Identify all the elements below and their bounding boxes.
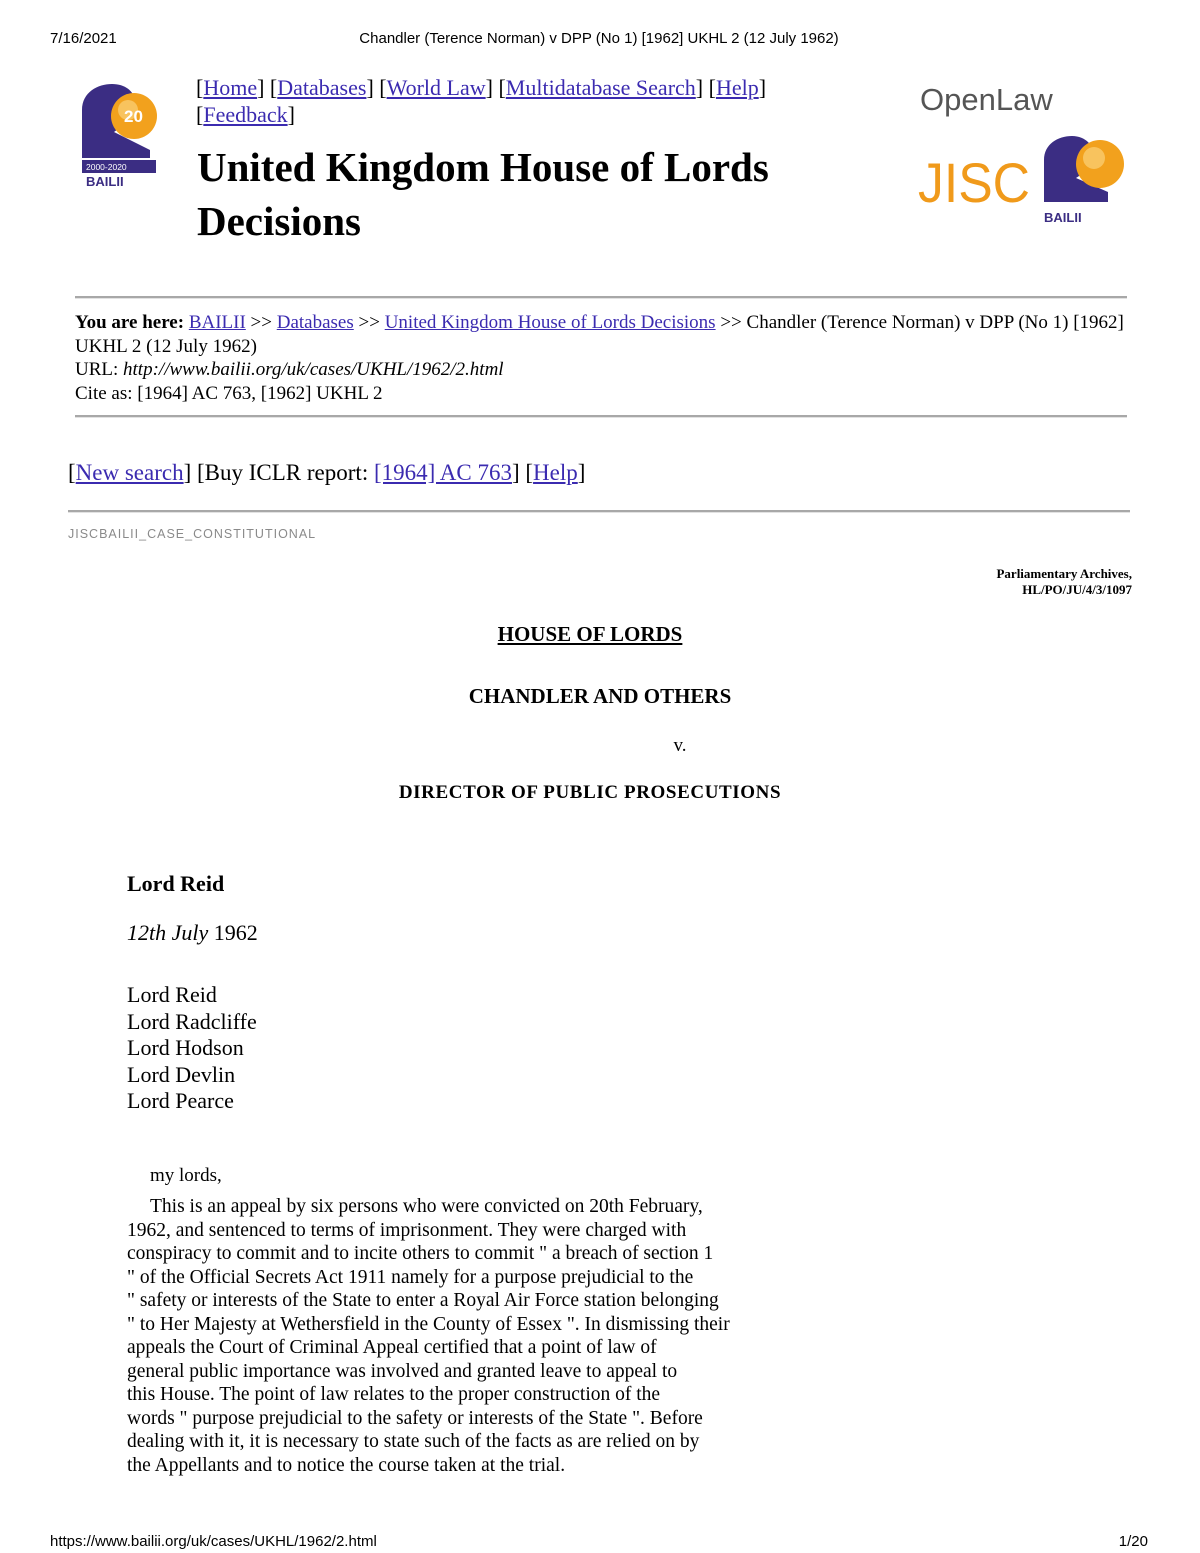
url-label: URL: (75, 359, 119, 380)
print-title: Chandler (Terence Norman) v DPP (No 1) [1962] UKHL 2 (12 July 1962) (359, 30, 839, 47)
nav-world-law[interactable]: World Law (386, 75, 486, 100)
svg-text:BAILII: BAILII (86, 174, 124, 189)
collection-tag: JISCBAILII_CASE_CONSTITUTIONAL (68, 527, 317, 541)
paragraph-line: " to Her Majesty at Wethersfield in the County of Essex ". In dismissing their (127, 1313, 730, 1335)
date-day-month: 12th July (127, 920, 209, 945)
date-year: 1962 (213, 920, 258, 945)
judgment-paragraph (127, 1195, 817, 1477)
nav-databases[interactable]: Databases (277, 75, 367, 100)
lord-item: Lord Radcliffe (127, 1008, 257, 1034)
openlaw-jisc-icon (918, 80, 1128, 230)
archives-reference (996, 566, 1132, 598)
paragraph-line: dealing with it, it is necessary to state such of the facts as are relied on by (127, 1431, 700, 1452)
archives-line: Parliamentary Archives, (996, 566, 1132, 581)
divider (68, 510, 1130, 513)
lords-list (127, 982, 257, 1115)
breadcrumb-databases[interactable]: Databases (276, 312, 354, 333)
appellants-heading: CHANDLER AND OTHERS (468, 684, 732, 708)
paragraph-line: conspiracy to commit and to incite others to commit " a breach of section 1 (127, 1243, 714, 1264)
paragraph-line: " of the Official Secrets Act 1911 namely for a purpose prejudicial to the (127, 1266, 694, 1288)
lord-item: Lord Hodson (127, 1035, 244, 1060)
breadcrumb-current: Chandler (Terence Norman) v DPP (No 1) [1962] UKHL 2 (12 July 1962) (75, 312, 1124, 357)
citation: [1964] AC 763, [1962] UKHL 2 (137, 382, 383, 404)
paragraph-line: words " purpose prejudicial to the safety or interests of the State ". Before (127, 1407, 703, 1429)
lord-item: Lord Devlin (127, 1061, 236, 1087)
svg-text:OpenLaw: OpenLaw (920, 82, 1053, 117)
breadcrumb-separator: >> (358, 312, 380, 333)
paragraph-line: the Appellants and to notice the course taken at the trial. (127, 1454, 566, 1476)
buy-iclr-label: Buy ICLR report: (204, 460, 369, 485)
salutation: my lords, (150, 1165, 222, 1186)
paragraph-line: " safety or interests of the State to enter a Royal Air Force station belonging (127, 1290, 719, 1311)
svg-text:BAILII: BAILII (1044, 210, 1082, 225)
bailii-20-icon (80, 80, 166, 192)
bailii-anniversary-logo[interactable] (80, 80, 166, 192)
judge-name: Lord Reid (127, 871, 225, 896)
lord-item: Lord Reid (127, 982, 217, 1007)
svg-text:20: 20 (124, 107, 143, 126)
court-heading: HOUSE OF LORDS (497, 622, 683, 646)
nav-multidatabase-search[interactable]: Multidatabase Search (505, 75, 696, 100)
breadcrumb-separator: >> (720, 312, 742, 333)
archives-line: HL/PO/JU/4/3/1097 (1022, 582, 1132, 597)
help-link[interactable]: Help (533, 460, 578, 485)
buy-iclr-link[interactable]: [1964] AC 763 (373, 460, 512, 485)
top-nav: [Home] [Databases] [World Law] [Multidatabase Search] [Help] [Feedback] (196, 75, 767, 127)
footer-url: https://www.bailii.org/uk/cases/UKHL/1962/2.html (50, 1533, 377, 1550)
breadcrumb-prefix: You are here: (75, 312, 185, 333)
case-tools: [New search] [Buy ICLR report: [1964] AC 763] [Help] (68, 460, 586, 485)
nav-home[interactable]: Home (203, 75, 258, 100)
paragraph-line: this House. The point of law relates to the proper construction of the (127, 1384, 661, 1405)
divider (75, 296, 1127, 299)
divider (75, 415, 1127, 418)
svg-text:JISC: JISC (918, 151, 1030, 214)
print-date: 7/16/2021 (50, 30, 117, 47)
breadcrumb-separator: >> (250, 312, 272, 333)
openlaw-jisc-logo[interactable] (918, 80, 1128, 230)
nav-feedback[interactable]: Feedback (203, 102, 288, 127)
respondent-heading: DIRECTOR OF PUBLIC PROSECUTIONS (398, 782, 782, 803)
breadcrumb-bailii[interactable]: BAILII (188, 312, 246, 333)
case-url: http://www.bailii.org/uk/cases/UKHL/1962/2.html (123, 359, 504, 380)
versus: v. (673, 735, 687, 756)
paragraph-line: 1962, and sentenced to terms of imprisonment. They were charged with (127, 1219, 687, 1241)
breadcrumb (75, 311, 1135, 405)
page-title: United Kingdom House of Lords Decisions (197, 144, 769, 244)
nav-help[interactable]: Help (715, 75, 759, 100)
paragraph-line: general public importance was involved and granted leave to appeal to (127, 1360, 678, 1382)
paragraph-line: appeals the Court of Criminal Appeal certified that a point of law of (127, 1337, 657, 1358)
paragraph-line: This is an appeal by six persons who were convicted on 20th February, (150, 1196, 703, 1217)
page-number: 1/20 (1118, 1533, 1148, 1550)
judgment-date (127, 920, 258, 946)
cite-label: Cite as: (75, 382, 133, 404)
new-search-link[interactable]: New search (75, 460, 184, 485)
svg-text:2000-2020: 2000-2020 (86, 162, 127, 172)
breadcrumb-ukhl[interactable]: United Kingdom House of Lords Decisions (384, 312, 716, 333)
lord-item: Lord Pearce (127, 1088, 234, 1113)
